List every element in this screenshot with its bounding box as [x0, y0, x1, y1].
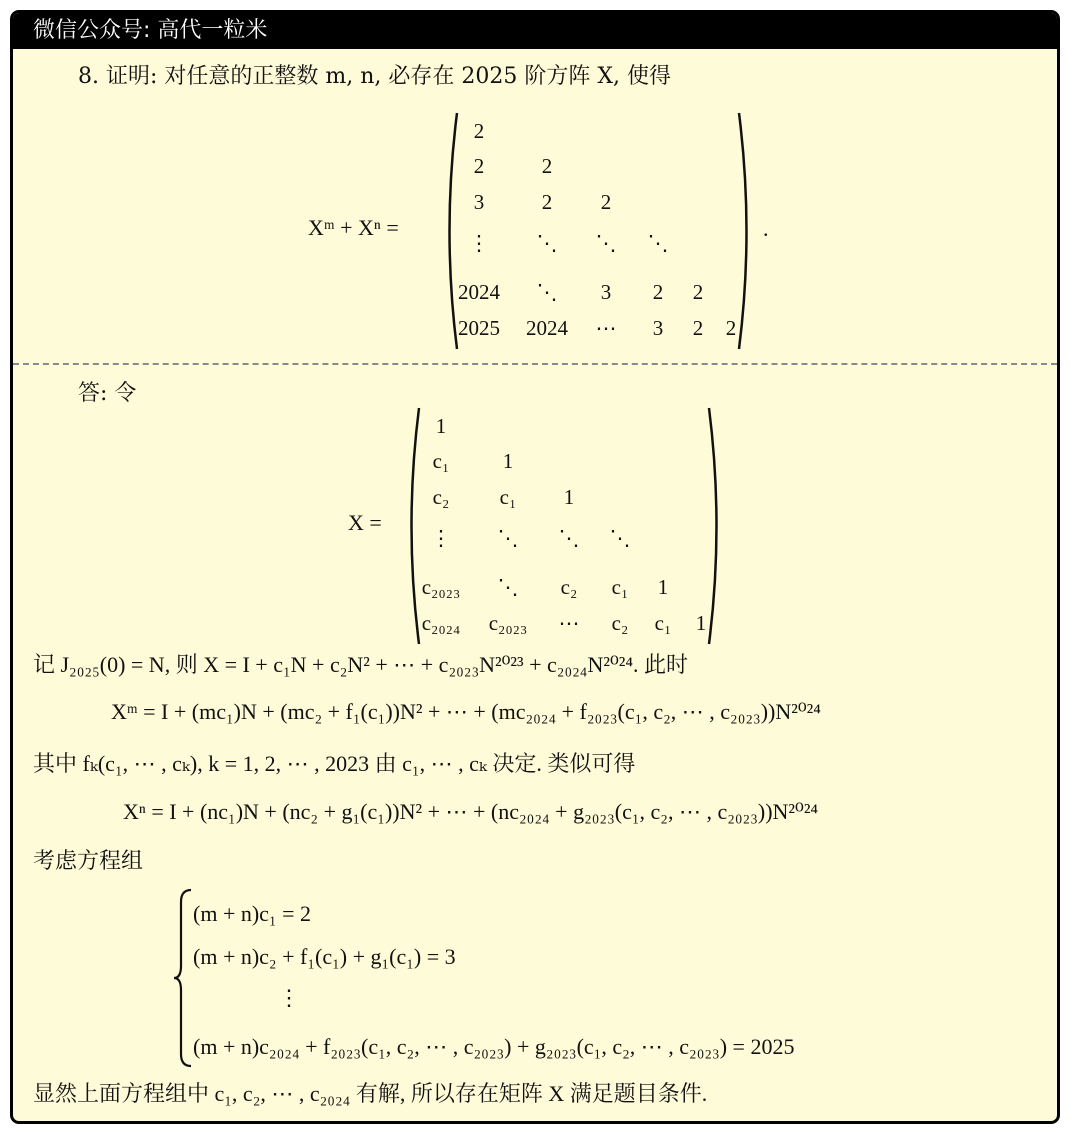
- matrix-x-cell-r6-c4: c₂: [611, 611, 629, 635]
- system-eq-last: (m + n)c₂₀₂₄ + f₂₀₂₃(c₁, c₂, ⋯ , c₂₀₂₃) + g₂₀₂₃(c₁, c₂, ⋯ , c₂₀₂₃) = 2025: [193, 1034, 795, 1059]
- eq-xn: Xⁿ = I + (nc₁)N + (nc₂ + g₁(c₁))N² + ⋯ + (nc₂₀₂₄ + g₂₀₂₃(c₁, c₂, ⋯ , c₂₀₂₃))N²⁰²⁴: [123, 799, 819, 824]
- matrix-x-cell-r6-c6: 1: [695, 611, 707, 635]
- matrix-x-cell-r6-c2: c₂₀₂₃: [488, 611, 528, 635]
- problem-matrix-cell-r1-c1: 2: [473, 119, 485, 143]
- problem-matrix-cell-r3-c3: 2: [600, 190, 612, 214]
- system-vdots: ⋮: [278, 985, 300, 1010]
- matrix-x-cell-r3-c2: c₁: [499, 485, 517, 509]
- eq-xm: Xᵐ = I + (mc₁)N + (mc₂ + f₁(c₁))N² + ⋯ + (mc₂₀₂₄ + f₂₀₂₃(c₁, c₂, ⋯ , c₂₀₂₃))N²⁰²⁴: [111, 699, 821, 724]
- matrix-x-cell-r2-c1: c₁: [432, 449, 450, 473]
- problem-matrix-cell-r4-c1: ⋮: [468, 231, 490, 255]
- matrix-x-cell-r5-c4: c₁: [611, 575, 629, 599]
- problem-matrix-cell-r6-c4: 3: [652, 316, 664, 340]
- matrix-x-cell-r6-c1: c₂₀₂₄: [421, 611, 461, 635]
- problem-matrix-cell-r6-c5: 2: [692, 316, 704, 340]
- line-ji: 记 J₂₀₂₅(0) = N, 则 X = I + c₁N + c₂N² + ⋯ + c₂₀₂₃N²⁰²³ + c₂₀₂₄N²⁰²⁴. 此时: [33, 652, 689, 677]
- answer-lhs: X =: [348, 510, 382, 535]
- problem-matrix-cell-r5-c3: 3: [600, 280, 612, 304]
- matrix-x-cell-r4-c2: ⋱: [497, 526, 519, 550]
- matrix-x-cell-r4-c1: ⋮: [430, 526, 452, 550]
- problem-matrix-cell-r4-c4: ⋱: [647, 231, 669, 255]
- problem-matrix-cell-r6-c1: 2025: [458, 316, 500, 340]
- problem-matrix-cell-r2-c1: 2: [473, 154, 485, 178]
- problem-statement: 8. 证明: 对任意的正整数 m, n, 必存在 2025 阶方阵 X, 使得: [78, 64, 672, 89]
- matrix-x-cell-r6-c3: ⋯: [558, 611, 580, 635]
- problem-card: [10, 10, 1060, 1124]
- problem-matrix-cell-r6-c2: 2024: [526, 316, 568, 340]
- system-brace: [173, 888, 195, 1068]
- matrix-x-cell-r5-c5: 1: [657, 575, 669, 599]
- matrix-x-cell-r5-c1: c₂₀₂₃: [421, 575, 461, 599]
- divider: [13, 363, 1057, 365]
- answer-intro: 答: 令: [78, 381, 137, 406]
- matrix-x-cell-r3-c1: c₂: [432, 485, 450, 509]
- matrix-x-cell-r4-c3: ⋱: [558, 526, 580, 550]
- matrix-x-cell-r4-c4: ⋱: [609, 526, 631, 550]
- problem-matrix-cell-r5-c1: 2024: [458, 280, 500, 304]
- system-eq-1: (m + n)c₁ = 2: [193, 901, 312, 926]
- problem-matrix-cell-r5-c5: 2: [692, 280, 704, 304]
- line-qizhong: 其中 fₖ(c₁, ⋯ , cₖ), k = 1, 2, ⋯ , 2023 由 c₁, ⋯ , cₖ 决定. 类似可得: [33, 751, 636, 776]
- matrix-x-cell-r5-c3: c₂: [560, 575, 578, 599]
- line-kaolv: 考虑方程组: [33, 849, 144, 874]
- problem-matrix-cell-r2-c2: 2: [541, 154, 553, 178]
- problem-lhs: Xᵐ + Xⁿ =: [308, 215, 399, 240]
- left-paren-2: [403, 406, 423, 646]
- matrix-x-cell-r6-c5: c₁: [654, 611, 672, 635]
- header-bar: [13, 13, 1057, 49]
- problem-matrix-cell-r4-c2: ⋱: [536, 231, 558, 255]
- matrix-x-cell-r2-c2: 1: [502, 449, 514, 473]
- problem-matrix-cell-r4-c3: ⋱: [595, 231, 617, 255]
- problem-matrix-cell-r5-c4: 2: [652, 280, 664, 304]
- matrix-x-cell-r3-c3: 1: [563, 485, 575, 509]
- matrix-x-cell-r5-c2: ⋱: [497, 575, 519, 599]
- left-paren-1: [441, 111, 461, 351]
- problem-matrix-cell-r6-c3: ⋯: [595, 316, 617, 340]
- right-paren-2: [705, 406, 725, 646]
- problem-matrix-cell-r3-c1: 3: [473, 190, 485, 214]
- matrix-x-cell-r1-c1: 1: [435, 414, 447, 438]
- problem-matrix-cell-r5-c2: ⋱: [536, 280, 558, 304]
- problem-matrix-cell-r3-c2: 2: [541, 190, 553, 214]
- problem-matrix-cell-r6-c6: 2: [725, 316, 737, 340]
- problem-trailing-period: .: [763, 216, 769, 241]
- system-eq-2: (m + n)c₂ + f₁(c₁) + g₁(c₁) = 3: [193, 944, 456, 969]
- header-title: 微信公众号: 高代一粒米: [33, 18, 268, 43]
- conclusion: 显然上面方程组中 c₁, c₂, ⋯ , c₂₀₂₄ 有解, 所以存在矩阵 X 满足题目条件.: [33, 1081, 708, 1106]
- right-paren-1: [735, 111, 755, 351]
